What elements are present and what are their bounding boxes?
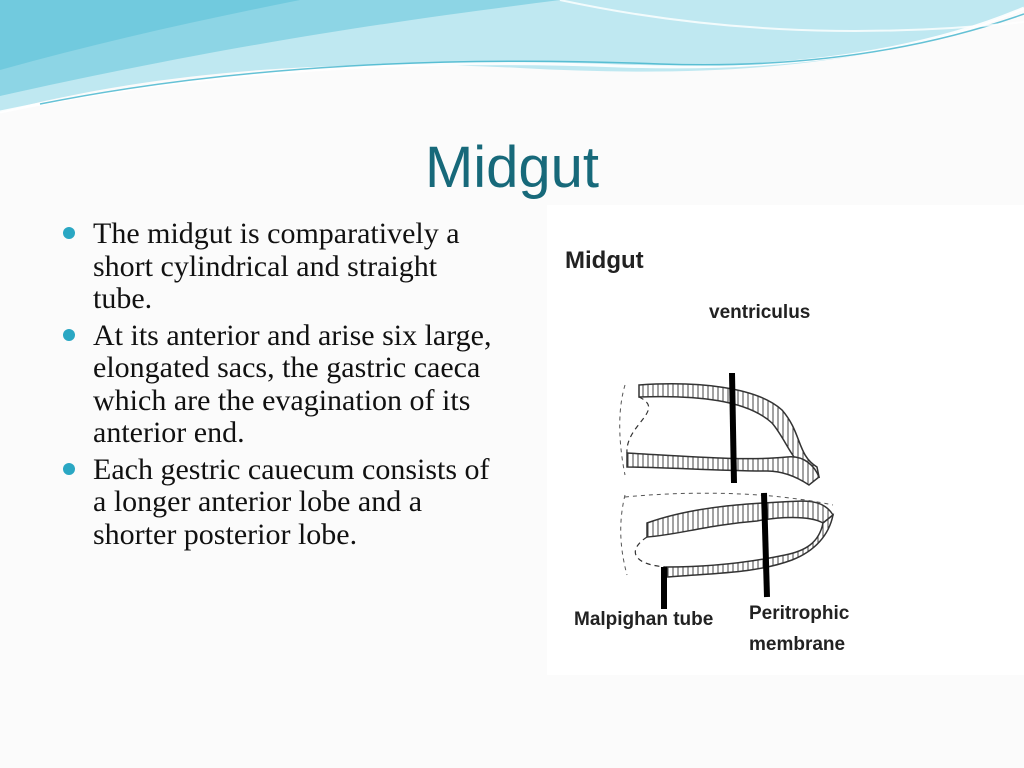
bullet-item xyxy=(62,218,502,316)
bullet-list xyxy=(62,218,502,555)
label-peritrophic-membrane: Peritrophic membrane xyxy=(749,603,850,655)
bullet-dot-icon xyxy=(63,463,75,475)
diagram-title: Midgut xyxy=(565,247,644,274)
bullet-dot-icon xyxy=(63,227,75,239)
bullet-dot-icon xyxy=(63,329,75,341)
bullet-item xyxy=(62,454,502,552)
bullet-text: Each gestric cauecum consists of a longer anterior lobe and a shorter posterior lobe. xyxy=(93,452,490,551)
label-malpighian-tube: Malpighan tube xyxy=(574,609,714,630)
header-wave-decoration xyxy=(0,0,1024,130)
bullet-text: The midgut is comparatively a short cylindrical and straight tube. xyxy=(93,217,460,315)
bullet-item xyxy=(62,320,502,450)
label-ventriculus: ventriculus xyxy=(709,302,811,323)
slide-title: Midgut xyxy=(424,135,600,200)
bullet-text: At its anterior and arise six large, elongated sacs, the gastric caeca which are the evagination of its anterior end. xyxy=(93,318,492,449)
midgut-diagram xyxy=(547,205,1024,675)
